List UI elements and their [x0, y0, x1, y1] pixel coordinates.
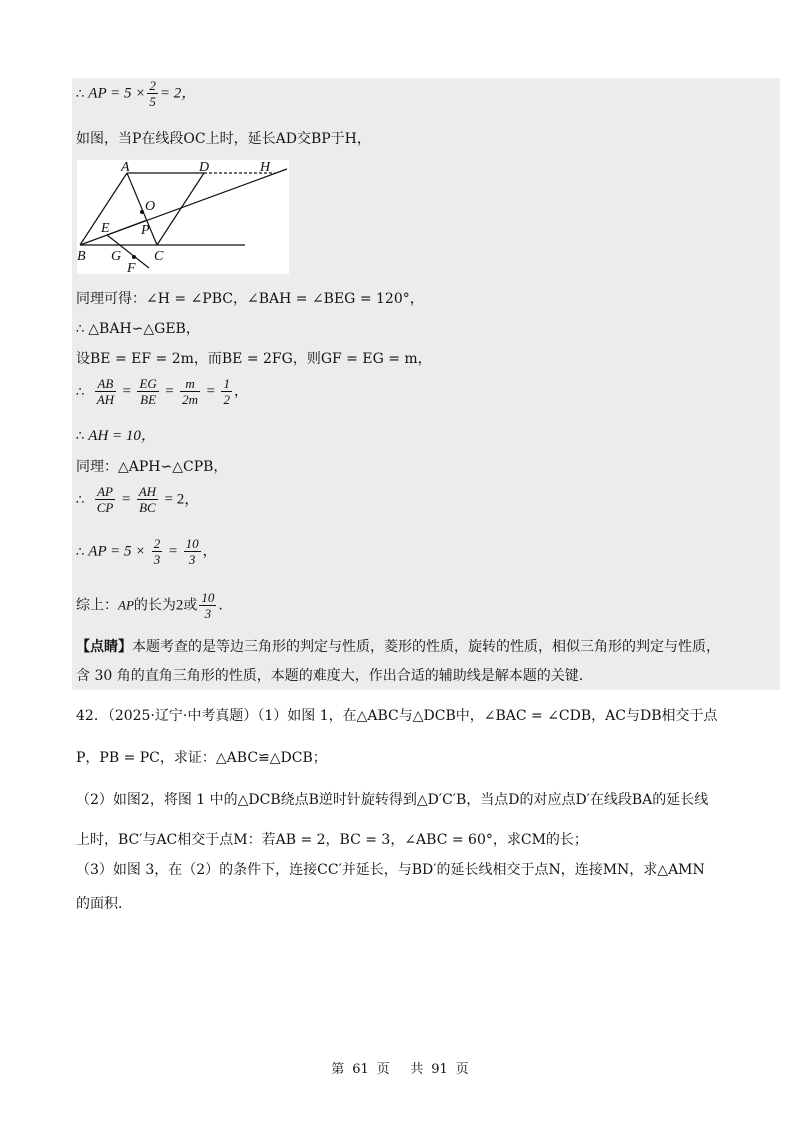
label-e: E: [101, 221, 110, 236]
conclusion-label: 综上：: [76, 597, 118, 614]
solution-line-5: 设BE = EF = 2m，而BE = 2FG，则GF = EG = m，: [76, 351, 432, 367]
fraction: [152, 536, 163, 567]
denominator: 5: [149, 94, 156, 109]
therefore-symbol: ∴: [76, 429, 85, 444]
solution-line-2: 如图，当P在线段OC上时，延长AD交BP于H，: [76, 131, 371, 147]
statement: AH = 10，: [88, 428, 156, 444]
denominator: BE: [140, 392, 157, 407]
label-c: C: [154, 249, 164, 264]
denominator: 2m: [182, 392, 199, 407]
label-d: D: [199, 160, 210, 175]
geometry-diagram: [77, 160, 289, 274]
therefore-symbol: ∴: [76, 322, 85, 337]
numerator: 2: [153, 536, 161, 551]
denominator: 3: [188, 552, 196, 567]
punctuation: .: [218, 597, 223, 614]
geometry-figure: [77, 160, 289, 274]
text: 或: [183, 597, 198, 614]
label-b: B: [77, 249, 86, 264]
numerator: AH: [138, 484, 157, 499]
numerator: m: [180, 376, 200, 392]
denominator: AH: [96, 392, 115, 407]
segment-dc: [157, 173, 204, 245]
therefore-symbol: ∴: [76, 544, 85, 560]
numerator: EG: [139, 376, 157, 391]
expression: = 2，: [159, 85, 197, 102]
page-number: 61: [352, 1062, 369, 1077]
statement: △BAH∽△GEB，: [88, 321, 200, 337]
equals: =: [165, 383, 174, 400]
solution-line-7: [76, 426, 156, 447]
therefore-symbol: ∴: [76, 492, 85, 508]
fraction: [199, 590, 216, 621]
numerator: AP: [95, 484, 116, 500]
expression: AP = 5 ×: [88, 85, 146, 102]
solution-line-11: [76, 590, 223, 621]
problem-line-1: 42．（2025·辽宁·中考真题）（1）如图 1，在△ABC与△DCB中，∠BAC = ∠CDB，AC与DB相交于点: [76, 708, 718, 724]
result: = 2，: [164, 491, 200, 508]
comment-line-1: [76, 637, 720, 657]
fraction: [137, 484, 158, 515]
numerator: 1: [223, 376, 230, 391]
problem-line-4: 上时，BC′与AC相交于点M：若AB = 2，BC = 3，∠ABC = 60°，求CM的长；: [76, 832, 588, 848]
denominator: 3: [204, 606, 212, 621]
total-pages: 91: [431, 1062, 448, 1077]
denominator: 3: [153, 552, 161, 567]
problem-line-6: 的面积.: [76, 896, 123, 912]
numerator: AB: [95, 376, 116, 392]
text: 的长为: [133, 597, 176, 614]
solution-line-10: [76, 536, 217, 567]
therefore-symbol: ∴: [76, 384, 85, 400]
page-label: 第: [331, 1062, 345, 1077]
equals: =: [121, 491, 131, 508]
comment-label: 【点睛】: [76, 639, 132, 655]
problem-line-5: （3）如图 3，在（2）的条件下，连接CC′并延长，与BD′的延长线相交于点N，连接MN，求△AMN: [76, 862, 705, 878]
punctuation: ，: [233, 383, 248, 400]
variable: AP: [118, 597, 134, 613]
solution-line-8: 同理：△APH∽△CPB，: [76, 459, 228, 475]
equals: =: [206, 383, 215, 400]
denominator: BC: [139, 500, 156, 515]
numerator: 10: [185, 536, 199, 551]
total-label: 共: [410, 1062, 424, 1077]
fraction: [184, 536, 201, 567]
solution-line-6: [76, 376, 248, 407]
problem-line-3: （2）如图2，将图 1 中的△DCB绕点B逆时针旋转得到△D′C′B，当点D的对应点D′在线段BA的延长线: [76, 792, 709, 808]
equals: =: [122, 383, 131, 400]
fraction: [137, 376, 158, 407]
fraction: [147, 78, 158, 109]
label-o: O: [145, 199, 156, 214]
page-unit: 页: [376, 1062, 390, 1077]
total-unit: 页: [455, 1062, 469, 1077]
therefore-symbol: ∴: [76, 86, 85, 102]
equals: =: [168, 543, 178, 560]
expression: AP = 5 ×: [88, 543, 146, 560]
value: 2: [175, 597, 184, 614]
fraction: [221, 376, 232, 407]
label-f: F: [127, 261, 136, 274]
point-f: [132, 255, 136, 259]
page-footer: [0, 1058, 800, 1077]
label-h: H: [260, 160, 271, 175]
point-o: [140, 210, 144, 214]
punctuation: ，: [202, 543, 217, 560]
label-g: G: [111, 249, 122, 264]
fraction: [95, 484, 116, 515]
comment-text: 本题考查的是等边三角形的判定与性质，菱形的性质，旋转的性质，相似三角形的判定与性质，: [132, 639, 720, 655]
label-a: A: [121, 160, 130, 175]
solution-line-1: [76, 78, 196, 109]
label-p: P: [141, 223, 150, 238]
solution-line-4: [76, 319, 200, 340]
solution-line-9: [76, 484, 199, 515]
denominator: 2: [223, 392, 230, 407]
comment-line-2: 含 30 角的直角三角形的性质，本题的难度大，作出合适的辅助线是解本题的关键.: [76, 668, 584, 684]
fraction: [95, 376, 116, 407]
numerator: 10: [201, 590, 215, 605]
problem-line-2: P，PB = PC，求证：△ABC≌△DCB；: [76, 750, 327, 766]
solution-line-3: 同理可得：∠H = ∠PBC，∠BAH = ∠BEG = 120°，: [76, 291, 424, 307]
fraction: [180, 376, 200, 407]
denominator: CP: [96, 500, 114, 515]
numerator: 2: [149, 78, 156, 93]
